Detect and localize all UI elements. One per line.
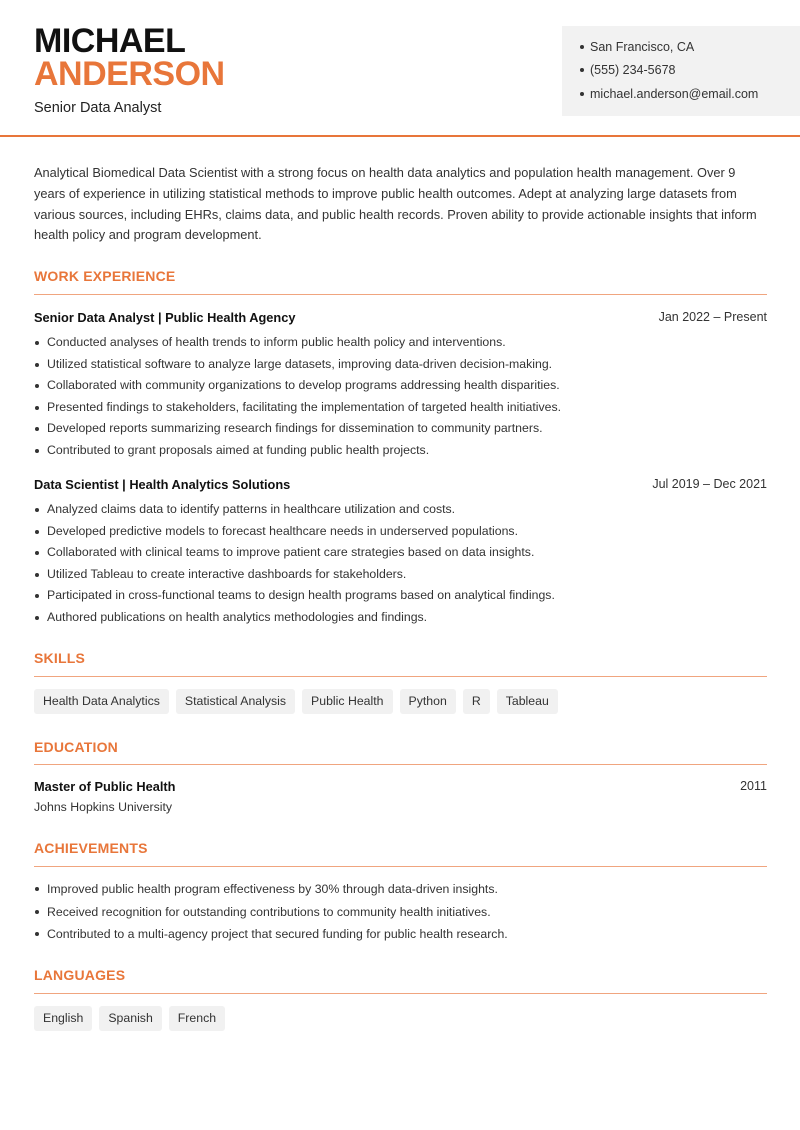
- list-item: Developed predictive models to forecast healthcare needs in underserved populations.: [34, 521, 767, 543]
- section-divider: [34, 294, 767, 295]
- bullet-icon: [580, 68, 584, 72]
- skill-chip: Public Health: [302, 689, 392, 714]
- skills-heading: SKILLS: [34, 650, 85, 666]
- job-role: Senior Data Analyst | Public Health Agency: [34, 310, 296, 325]
- contact-location: [580, 40, 694, 54]
- skill-chip: R: [463, 689, 490, 714]
- section-divider: [34, 866, 767, 867]
- list-item: Contributed to grant proposals aimed at funding public health projects.: [34, 440, 767, 462]
- skill-chip: Python: [400, 689, 456, 714]
- resume-header: [0, 0, 800, 137]
- job-dates: Jul 2019 – Dec 2021: [652, 477, 767, 491]
- skills-list: [34, 689, 558, 714]
- contact-box: [562, 26, 800, 116]
- skill-chip: Tableau: [497, 689, 558, 714]
- job-bullets: [34, 499, 767, 628]
- list-item: Presented findings to stakeholders, facilitating the implementation of targeted health initiatives.: [34, 397, 767, 419]
- list-item: Authored publications on health analytics methodologies and findings.: [34, 607, 767, 629]
- list-item: Received recognition for outstanding contributions to community health initiatives.: [34, 901, 767, 924]
- list-item: Collaborated with community organizations to develop programs addressing health disparities.: [34, 375, 767, 397]
- contact-email: [580, 87, 758, 101]
- graduation-year: 2011: [740, 779, 767, 793]
- list-item: Utilized statistical software to analyze large datasets, improving data-driven decision-making.: [34, 354, 767, 376]
- contact-phone: [580, 63, 675, 77]
- job-dates: Jan 2022 – Present: [658, 310, 767, 324]
- list-item: Conducted analyses of health trends to inform public health policy and interventions.: [34, 332, 767, 354]
- degree: Master of Public Health: [34, 779, 176, 794]
- list-item: Collaborated with clinical teams to improve patient care strategies based on data insights.: [34, 542, 767, 564]
- list-item: Analyzed claims data to identify patterns in healthcare utilization and costs.: [34, 499, 767, 521]
- bullet-icon: [580, 45, 584, 49]
- list-item: Contributed to a multi-agency project that secured funding for public health research.: [34, 923, 767, 946]
- school: Johns Hopkins University: [34, 800, 173, 814]
- work-experience-heading: WORK EXPERIENCE: [34, 268, 176, 284]
- list-item: Utilized Tableau to create interactive dashboards for stakeholders.: [34, 564, 767, 586]
- bullet-icon: [580, 92, 584, 96]
- achievements-list: [34, 878, 767, 946]
- list-item: Developed reports summarizing research findings for dissemination to community partners.: [34, 418, 767, 440]
- list-item: Participated in cross-functional teams to design health programs based on analytical findings.: [34, 585, 767, 607]
- section-divider: [34, 993, 767, 994]
- language-chip: French: [169, 1006, 225, 1031]
- email-text: michael.anderson@email.com: [590, 87, 759, 101]
- job-header: [34, 477, 767, 492]
- first-name: MICHAEL: [34, 22, 186, 60]
- language-chip: English: [34, 1006, 92, 1031]
- skill-chip: Health Data Analytics: [34, 689, 169, 714]
- last-name: ANDERSON: [34, 55, 225, 93]
- job-header: [34, 310, 767, 325]
- languages-list: [34, 1006, 225, 1031]
- section-divider: [34, 676, 767, 677]
- skill-chip: Statistical Analysis: [176, 689, 295, 714]
- list-item: Improved public health program effectiveness by 30% through data-driven insights.: [34, 878, 767, 901]
- job-role: Data Scientist | Health Analytics Solutions: [34, 477, 291, 492]
- job-title: Senior Data Analyst: [34, 100, 162, 116]
- phone-text: (555) 234-5678: [590, 63, 676, 77]
- languages-heading: LANGUAGES: [34, 967, 126, 983]
- section-divider: [34, 764, 767, 765]
- education-heading: EDUCATION: [34, 739, 118, 755]
- achievements-heading: ACHIEVEMENTS: [34, 840, 148, 856]
- language-chip: Spanish: [99, 1006, 161, 1031]
- summary-paragraph: Analytical Biomedical Data Scientist with a strong focus on health data analytics and population health management. Over 9 years of experience in utilizing statistical methods to improve public health outcomes. Adept at analyzing large datasets from various sources, including EHRs, claims data, and public health records. Proven ability to provide actionable insights that inform health policy and program development.: [34, 165, 757, 243]
- location-text: San Francisco, CA: [590, 40, 695, 54]
- job-bullets: [34, 332, 767, 461]
